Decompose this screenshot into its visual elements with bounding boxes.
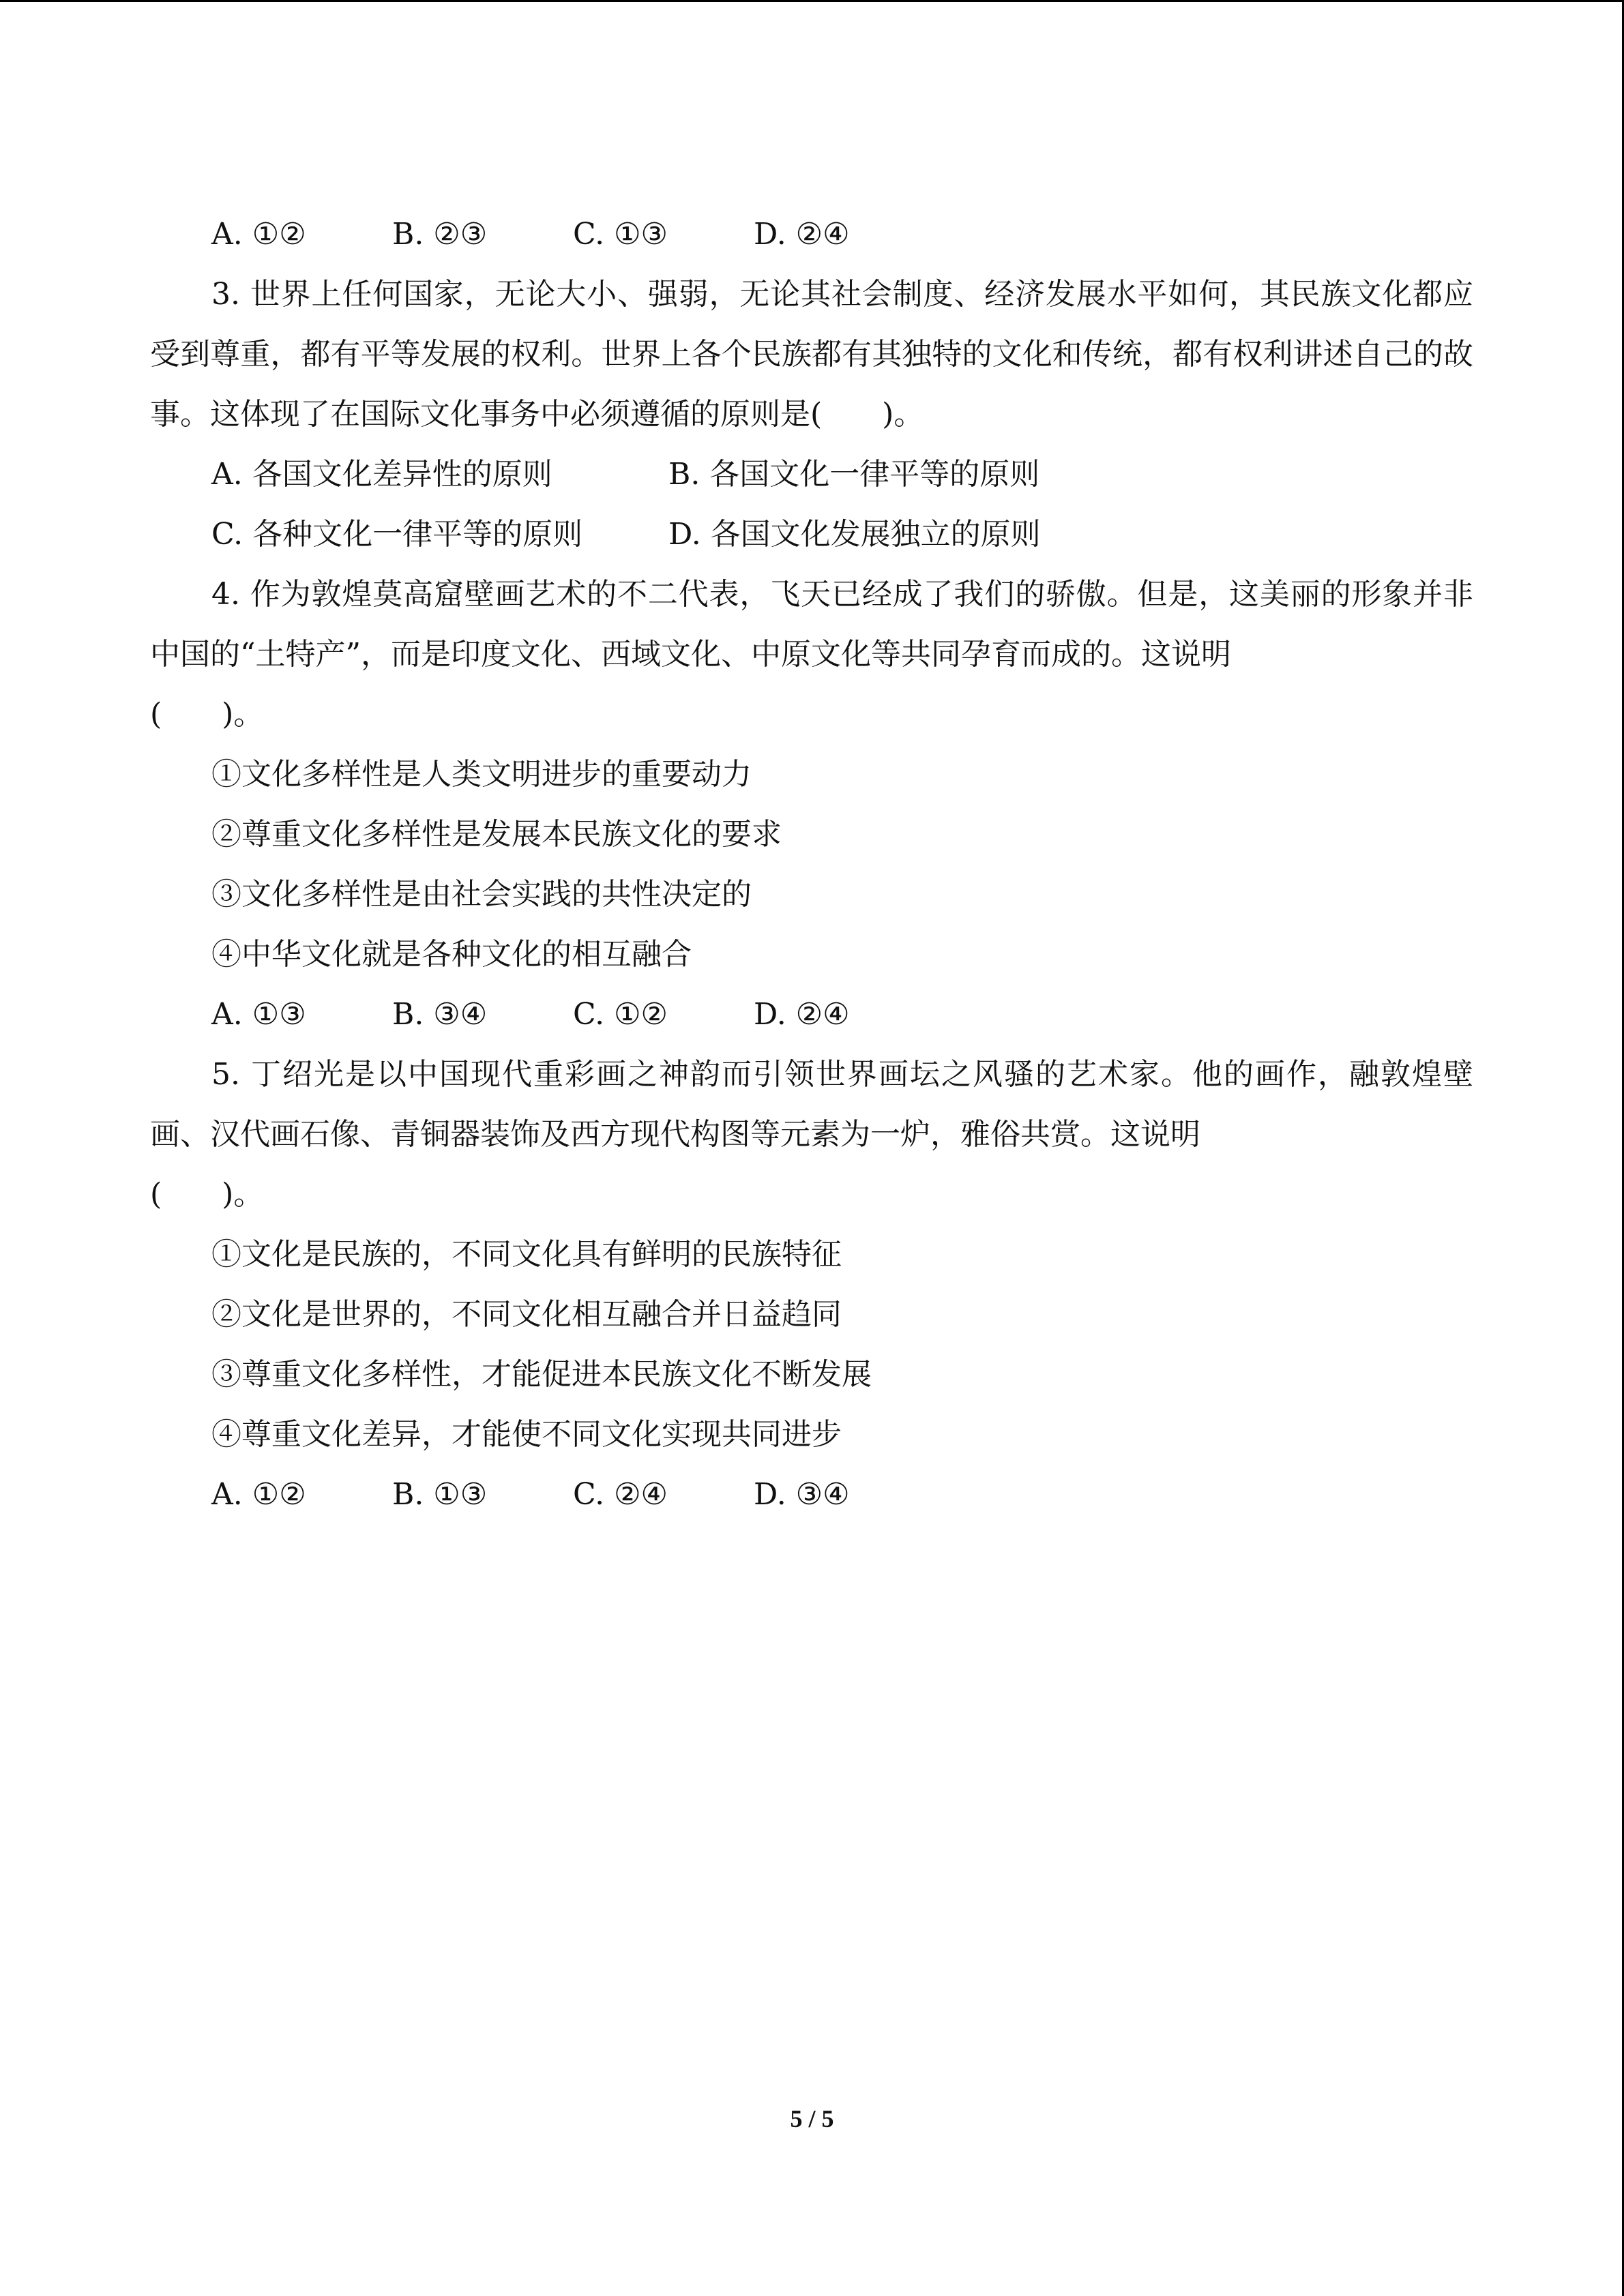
q5-statement-4: ④尊重文化差异，才能使不同文化实现共同进步 — [211, 1417, 842, 1452]
q4-options — [150, 985, 1473, 1045]
q4-option-b[interactable]: B. ③④ — [392, 997, 488, 1032]
q3-stem: 3. 世界上任何国家，无论大小、强弱，无论其社会制度、经济发展水平如何，其民族文化都应受到尊重，都有平等发展的权利。世界上各个民族都有其独特的文化和传统，都有权利讲述自己的故事。这体现了在国际文化事务中必须遵循的原则是( )。 — [150, 277, 1473, 432]
q5-options — [150, 1465, 1473, 1525]
q4-option-c[interactable]: C. ①② — [573, 997, 668, 1032]
q5-statement-3: ③尊重文化多样性，才能促进本民族文化不断发展 — [211, 1357, 872, 1392]
q5-option-d[interactable]: D. ③④ — [754, 1477, 850, 1512]
q5-answer-blank: ( )。 — [150, 1177, 264, 1212]
q5-option-a[interactable]: A. ①② — [211, 1477, 306, 1512]
q4-statement-1: ①文化多样性是人类文明进步的重要动力 — [211, 757, 752, 792]
q5-statement-1: ①文化是民族的，不同文化具有鲜明的民族特征 — [211, 1237, 842, 1272]
q5-stem: 5. 丁绍光是以中国现代重彩画之神韵而引领世界画坛之风骚的艺术家。他的画作，融敦煌壁画、汉代画石像、青铜器装饰及西方现代构图等元素为一炉，雅俗共赏。这说明 — [150, 1057, 1473, 1152]
q2-option-b[interactable]: B. ②③ — [392, 217, 488, 252]
q3-options-row-1 — [150, 445, 1473, 505]
q5-option-b[interactable]: B. ①③ — [392, 1477, 488, 1512]
q4-statement-3: ③文化多样性是由社会实践的共性决定的 — [211, 877, 752, 912]
q4-stem: 4. 作为敦煌莫高窟壁画艺术的不二代表，飞天已经成了我们的骄傲。但是，这美丽的形象并非中国的“土特产”，而是印度文化、西域文化、中原文化等共同孕育而成的。这说明 — [150, 577, 1473, 672]
q2-option-a[interactable]: A. ①② — [211, 217, 306, 252]
q4-answer-blank: ( )。 — [150, 697, 264, 732]
q2-option-d[interactable]: D. ②④ — [754, 217, 850, 252]
q2-option-c[interactable]: C. ①③ — [573, 217, 668, 252]
q3-option-b[interactable]: B. 各国文化一律平等的原则 — [668, 457, 1040, 492]
q4-option-d[interactable]: D. ②④ — [754, 997, 850, 1032]
q3-options-row-2 — [150, 505, 1473, 565]
q3-option-c[interactable]: C. 各种文化一律平等的原则 — [211, 517, 583, 552]
q3-option-d[interactable]: D. 各国文化发展独立的原则 — [668, 517, 1041, 552]
page-number: 5 / 5 — [790, 2105, 834, 2132]
q5-statement-2: ②文化是世界的，不同文化相互融合并日益趋同 — [211, 1297, 842, 1332]
q4-option-a[interactable]: A. ①③ — [211, 997, 306, 1032]
q4-statement-4: ④中华文化就是各种文化的相互融合 — [211, 937, 692, 972]
document-content — [150, 205, 1473, 1525]
q5-option-c[interactable]: C. ②④ — [573, 1477, 668, 1512]
q2-options — [150, 205, 1473, 265]
q4-statement-2: ②尊重文化多样性是发展本民族文化的要求 — [211, 817, 782, 852]
q3-option-a[interactable]: A. 各国文化差异性的原则 — [211, 457, 552, 492]
